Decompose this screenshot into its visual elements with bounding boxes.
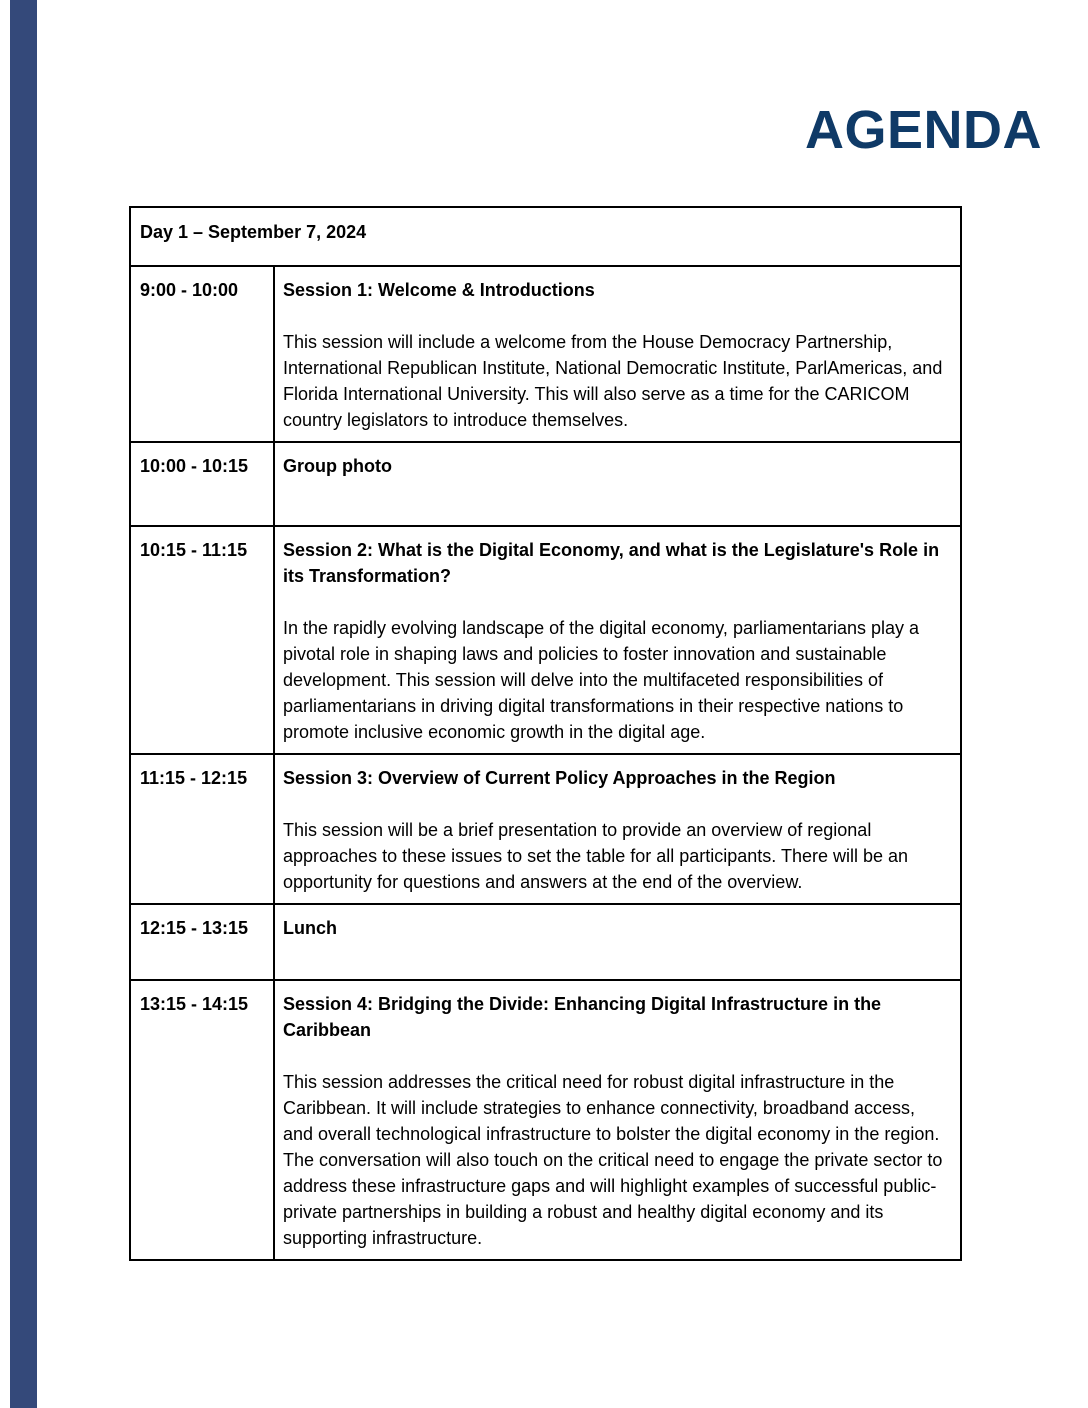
session-content	[274, 980, 961, 1260]
session-description: This session addresses the critical need for robust digital infrastructure in the Caribbean. It will include strategies to enhance connectivity, broadband access, and overall technological infrastructure to bolster the digital economy in the region. The conversation will also touch on the critical need to engage the private sector to address these infrastructure gaps and will highlight examples of successful public-private partnerships in building a robust and healthy digital economy and its supporting infrastructure.	[283, 1072, 943, 1248]
table-row	[130, 266, 961, 442]
session-time: 10:15 - 11:15	[130, 526, 274, 754]
session-content	[274, 442, 961, 526]
side-accent-bar	[10, 0, 37, 1408]
session-time: 12:15 - 13:15	[130, 904, 274, 980]
session-time: 13:15 - 14:15	[130, 980, 274, 1260]
table-row	[130, 904, 961, 980]
page-title: AGENDA	[804, 100, 1042, 160]
table-row	[130, 442, 961, 526]
session-description: This session will be a brief presentation to provide an overview of regional approaches to these issues to set the table for all participants. There will be an opportunity for questions and answers at the end of the overview.	[283, 820, 909, 892]
table-row	[130, 754, 961, 904]
session-content	[274, 904, 961, 980]
agenda-table	[129, 206, 962, 1261]
day-label: Day 1 – September 7, 2024	[140, 222, 367, 242]
session-title: Session 3: Overview of Current Policy Approaches in the Region	[283, 768, 836, 788]
session-content	[274, 754, 961, 904]
day-header-cell	[130, 207, 961, 266]
session-title: Group photo	[283, 456, 392, 476]
session-time: 9:00 - 10:00	[130, 266, 274, 442]
session-content	[274, 266, 961, 442]
session-description: This session will include a welcome from the House Democracy Partnership, International Republican Institute, National Democratic Institute, ParlAmericas, and Florida International University. This will also serve as a time for the CARICOM country legislators to introduce themselves.	[283, 332, 943, 430]
day-header-row	[130, 207, 961, 266]
session-description: In the rapidly evolving landscape of the digital economy, parliamentarians play a pivotal role in shaping laws and policies to foster innovation and sustainable development. This session will delve into the multifaceted responsibilities of parliamentarians in driving digital transformations in their respective nations to promote inclusive economic growth in the digital age.	[283, 618, 920, 742]
session-time: 11:15 - 12:15	[130, 754, 274, 904]
session-title: Session 4: Bridging the Divide: Enhancing Digital Infrastructure in the Caribbean	[283, 994, 882, 1040]
table-row	[130, 980, 961, 1260]
session-title: Session 2: What is the Digital Economy, and what is the Legislature's Role in its Transformation?	[283, 540, 940, 586]
session-time: 10:00 - 10:15	[130, 442, 274, 526]
session-content	[274, 526, 961, 754]
table-row	[130, 526, 961, 754]
session-title: Session 1: Welcome & Introductions	[283, 280, 595, 300]
session-title: Lunch	[283, 918, 337, 938]
